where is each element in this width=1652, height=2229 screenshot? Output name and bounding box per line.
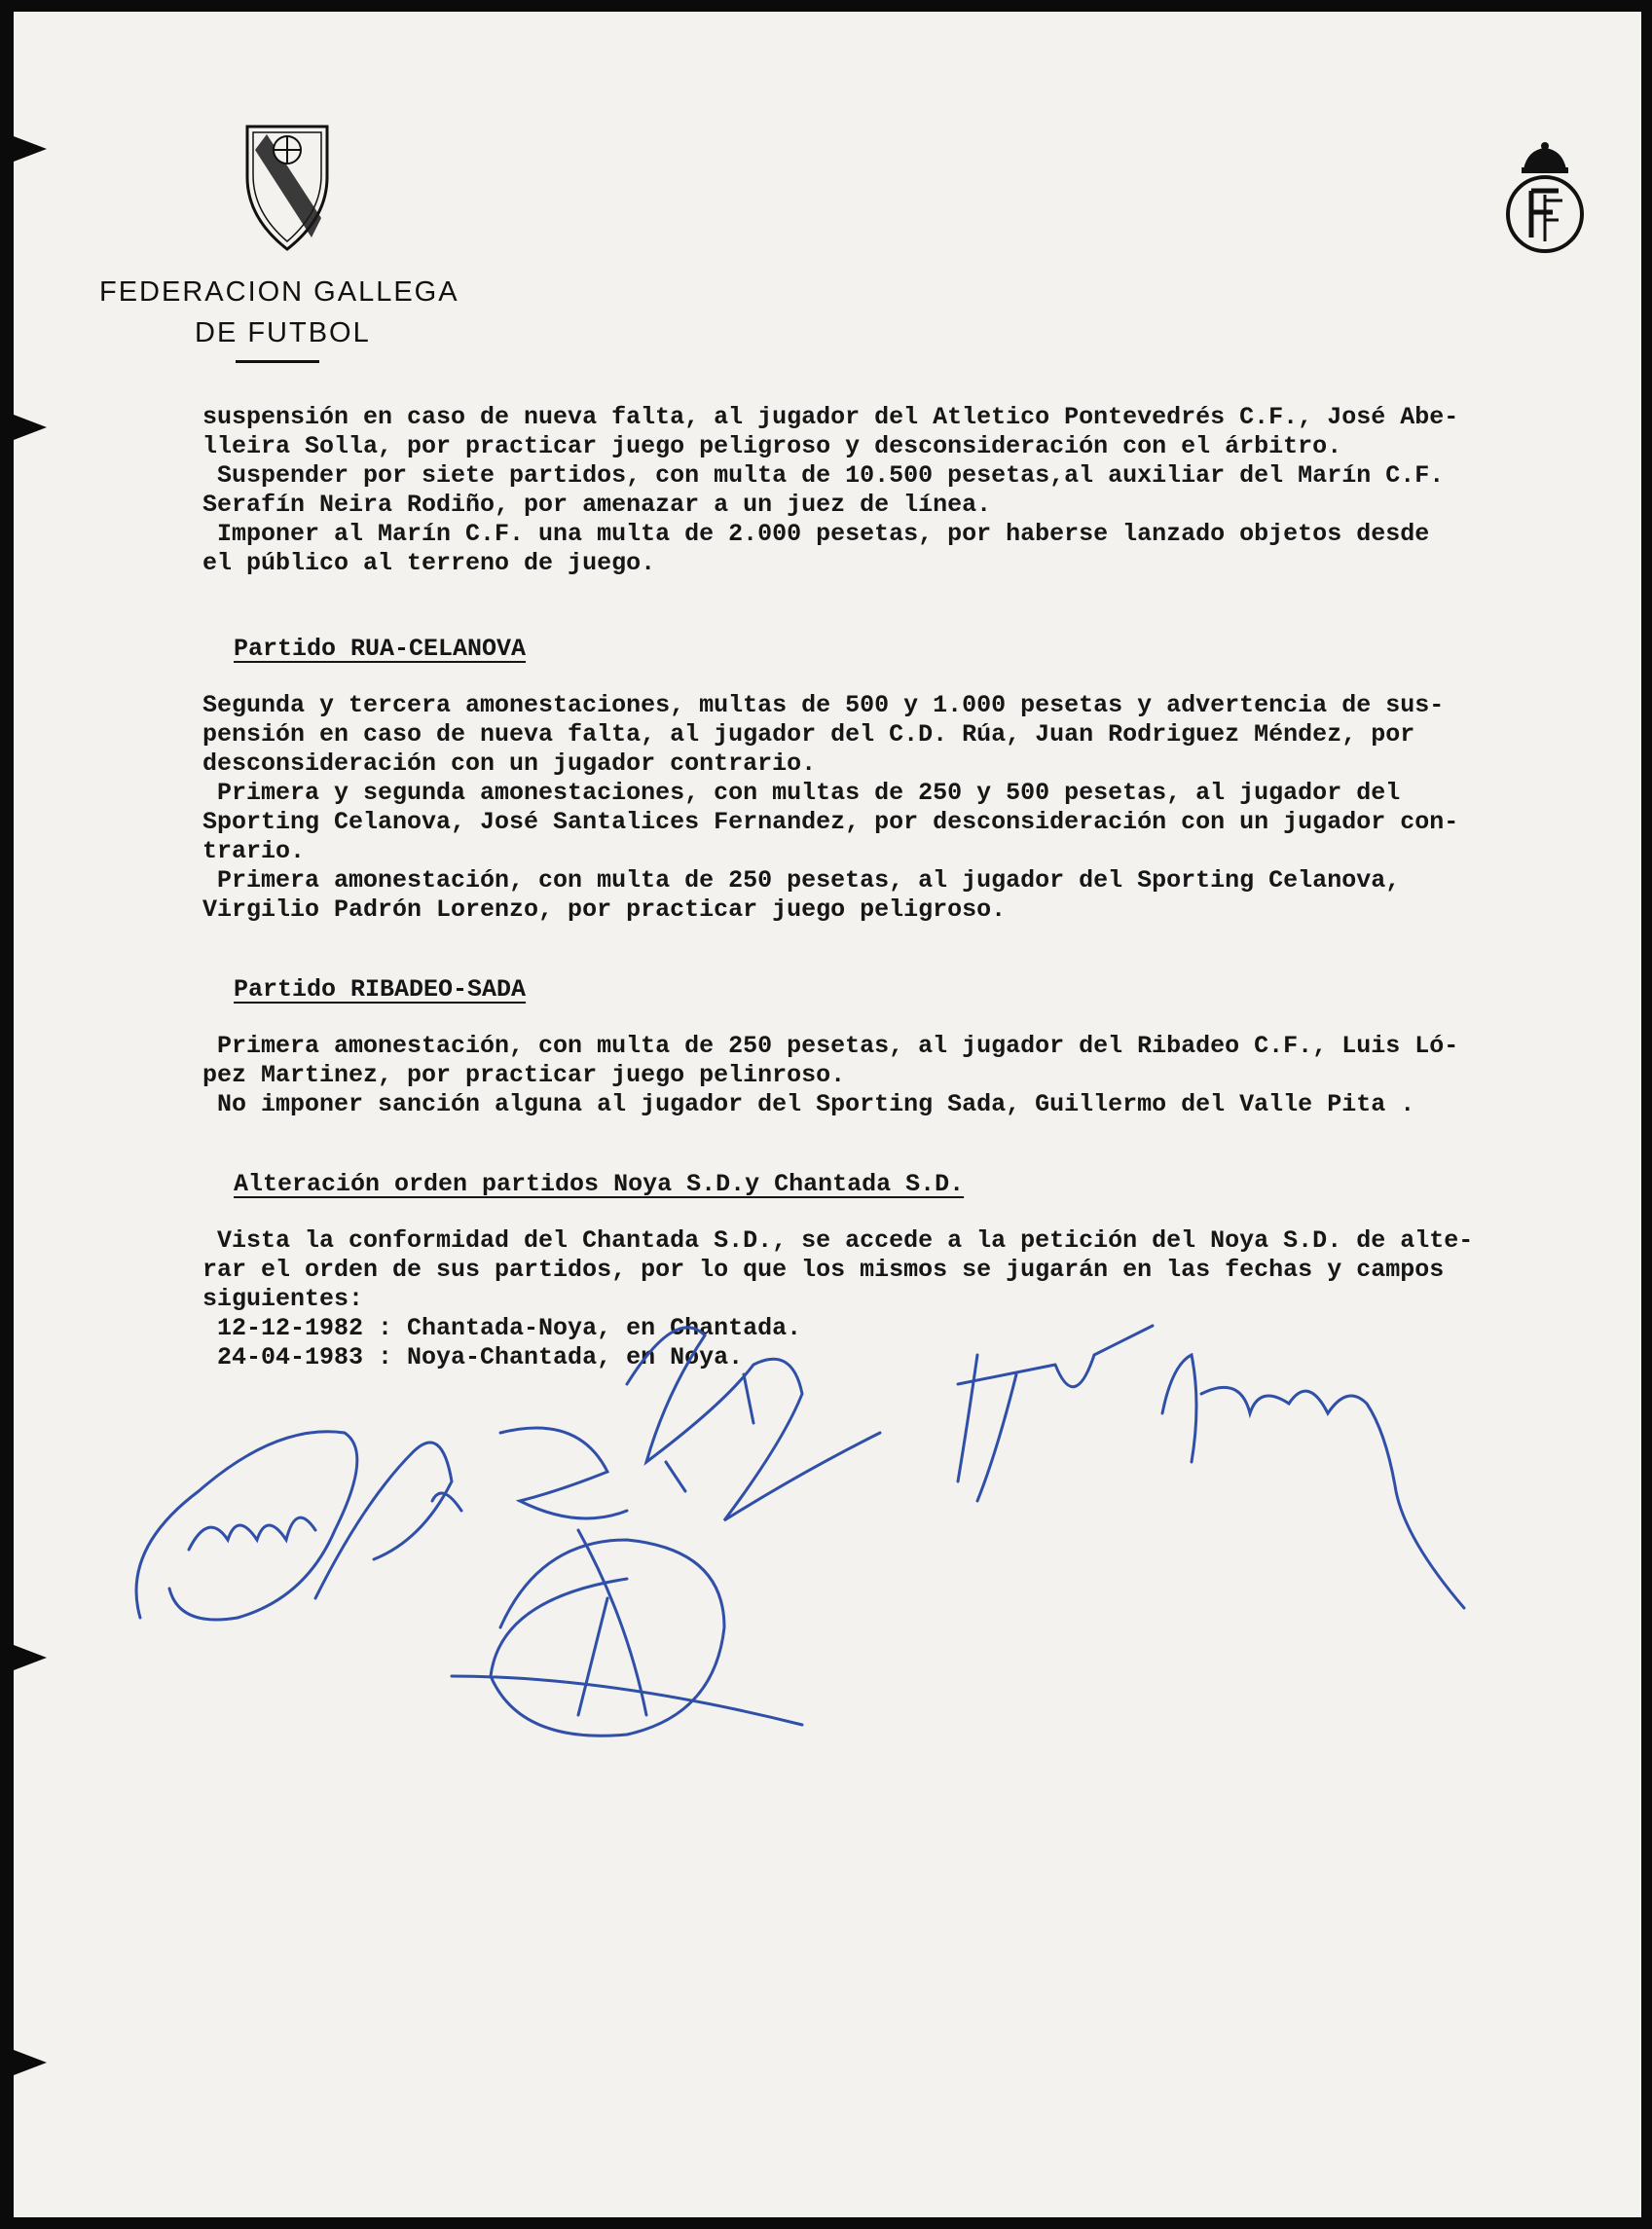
section-heading: Partido RUA-CELANOVA <box>234 635 527 663</box>
signature-3 <box>627 1328 880 1520</box>
text-line: pez Martinez, por practicar juego pelinroso. <box>202 1061 846 1089</box>
signature-6 <box>1162 1355 1464 1608</box>
text-line: trario. <box>202 837 306 865</box>
text-line: 24-04-1983 : Noya-Chantada, en Noya. <box>202 1343 744 1371</box>
signature-2 <box>315 1428 627 1598</box>
binder-notch <box>14 1645 47 1670</box>
galician-football-federation-shield-icon <box>243 121 331 253</box>
signatures-block <box>121 1306 1503 1773</box>
text-line: lleira Solla, por practicar juego peligroso y desconsideración con el árbitro. <box>202 432 1342 460</box>
text-line: No imponer sanción alguna al jugador del Sporting Sada, Guillermo del Valle Pita . <box>202 1090 1415 1118</box>
text-line: desconsideración con un jugador contrario. <box>202 749 817 778</box>
section-rua-celanova <box>202 635 1604 925</box>
text-line: Imponer al Marín C.F. una multa de 2.000 pesetas, por haberse lanzado objetos desde <box>202 520 1430 548</box>
text-line: suspensión en caso de nueva falta, al jugador del Atletico Pontevedrés C.F., José Abe- <box>202 403 1459 431</box>
binder-notch <box>14 415 47 440</box>
text-line: Suspender por siete partidos, con multa de 10.500 pesetas,al auxiliar del Marín C.F. <box>202 461 1445 490</box>
org-name-line1: FEDERACION GALLEGA <box>99 276 459 308</box>
text-line: rar el orden de sus partidos, por lo que los mismos se jugarán en las fechas y campos <box>202 1256 1445 1284</box>
text-line: el público al terreno de juego. <box>202 549 656 577</box>
text-line: Vista la conformidad del Chantada S.D., se accede a la petición del Noya S.D. de alte- <box>202 1226 1474 1255</box>
signature-1 <box>136 1432 357 1620</box>
text-line: 12-12-1982 : Chantada-Noya, en Chantada. <box>202 1314 802 1342</box>
text-line: Sporting Celanova, José Santalices Fernandez, por desconsideración con un jugador con- <box>202 808 1459 836</box>
binder-notch <box>14 2050 47 2075</box>
text-line: Segunda y tercera amonestaciones, multas de 500 y 1.000 pesetas y advertencia de sus- <box>202 691 1445 719</box>
text-line: Serafín Neira Rodiño, por amenazar a un juez de línea. <box>202 491 992 519</box>
document-page <box>14 12 1641 2217</box>
org-name-line2: DE FUTBOL <box>195 317 371 348</box>
signature-5 <box>958 1326 1153 1501</box>
section-heading: Alteración orden partidos Noya S.D.y Chantada S.D. <box>234 1170 965 1198</box>
letterhead-rule <box>236 360 319 363</box>
text-line: Primera amonestación, con multa de 250 pesetas, al jugador del Ribadeo C.F., Luis Ló- <box>202 1032 1459 1060</box>
text-line: Primera y segunda amonestaciones, con multas de 250 y 500 pesetas, al jugador del <box>202 779 1401 807</box>
section-heading: Partido RIBADEO-SADA <box>234 975 527 1004</box>
text-line: Primera amonestación, con multa de 250 pesetas, al jugador del Sporting Celanova, <box>202 866 1401 895</box>
text-line: Virgilio Padrón Lorenzo, por practicar juego peligroso. <box>202 895 1007 924</box>
text-line: pensión en caso de nueva falta, al jugador del C.D. Rúa, Juan Rodriguez Méndez, por <box>202 720 1415 749</box>
section-continuation <box>202 403 1604 578</box>
section-ribadeo-sada <box>202 975 1604 1119</box>
binder-notch <box>14 136 47 162</box>
text-line: siguientes: <box>202 1285 364 1313</box>
royal-spanish-football-federation-emblem-icon <box>1498 140 1592 255</box>
signature-4 <box>452 1530 802 1736</box>
